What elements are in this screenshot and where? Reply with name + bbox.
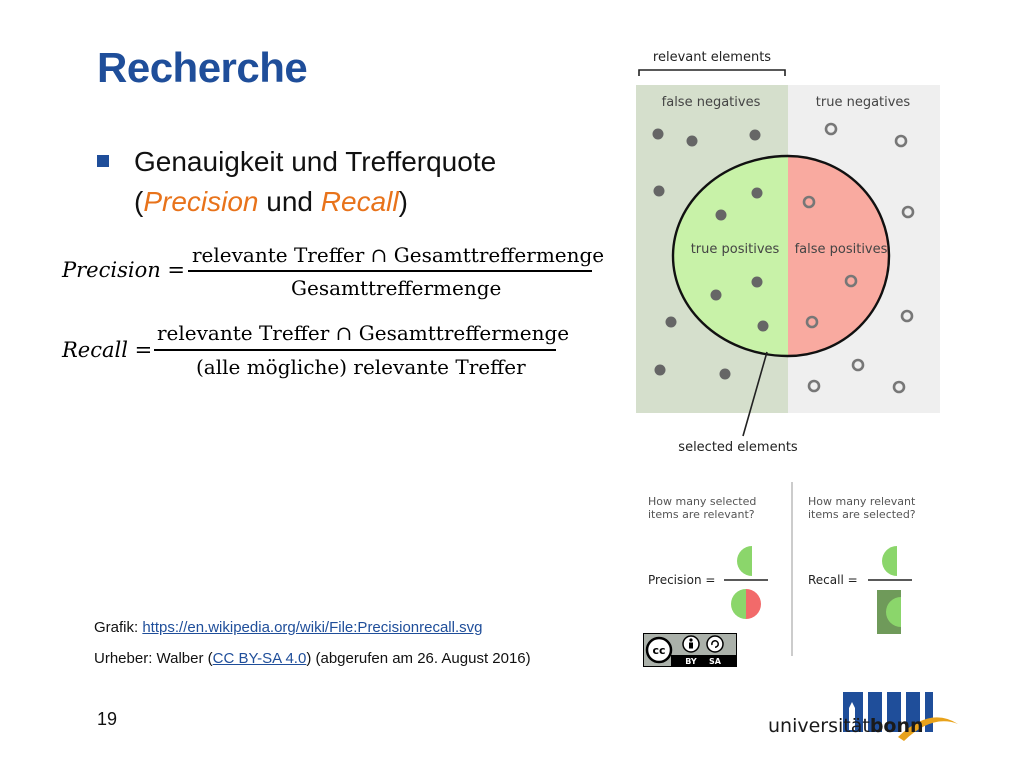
precision-recall-diagram	[630, 45, 950, 505]
precision-lhs: Precision =	[62, 258, 186, 282]
precision-equation-label: Precision =	[648, 573, 716, 587]
false-negatives-label: false negatives	[661, 95, 761, 110]
question-precision-line-1: How many selected	[648, 495, 757, 508]
dot-tp	[752, 277, 763, 288]
page-number: 19	[97, 709, 118, 729]
dot-fn	[653, 129, 664, 140]
sa-icon	[707, 636, 723, 652]
recall-lhs: Recall =	[62, 338, 153, 362]
relevant-elements-label: relevant elements	[652, 50, 772, 65]
dot-tp	[752, 188, 763, 199]
bullet-text	[134, 142, 496, 222]
recall-denominator: (alle mögliche) relevante Treffer	[196, 355, 526, 379]
bullet-square	[97, 155, 109, 167]
relevant-bracket	[639, 70, 785, 76]
true-negatives-label: true negatives	[815, 95, 911, 110]
precision-denominator-right	[746, 589, 761, 619]
paren-open: (	[134, 186, 144, 217]
dot-tp	[758, 321, 769, 332]
recall-equation-label: Recall =	[808, 573, 858, 587]
selected-elements-label: selected elements	[678, 440, 798, 455]
logo-text-regular: universität	[768, 715, 870, 737]
cc-by-sa-badge[interactable]	[643, 633, 737, 667]
logo-text-bold: bonn	[869, 715, 924, 737]
credit-graphic	[94, 619, 482, 636]
und-word: und	[258, 186, 321, 217]
by-label: BY	[685, 657, 697, 666]
by-icon-head	[689, 638, 692, 641]
precision-numerator: relevante Treffer ∩ Gesamttreffermenge	[192, 243, 605, 267]
false-positives-label: false positives	[794, 242, 888, 257]
credit-author-suffix: ) (abgerufen am 26. August 2016)	[306, 650, 531, 667]
logo-wordmark	[768, 715, 924, 737]
precision-formula	[62, 240, 605, 310]
graphic-source-link[interactable]: https://en.wikipedia.org/wiki/File:Precisionrecall.svg	[142, 619, 483, 636]
emblem-bar	[925, 692, 933, 732]
bullet-line-2	[134, 182, 496, 222]
dot-fn	[655, 365, 666, 376]
slide-title: Recherche	[97, 44, 308, 91]
dot-fn	[687, 136, 698, 147]
credit-graphic-label: Grafik:	[94, 619, 143, 636]
paren-close: )	[398, 186, 408, 217]
bullet-line-1: Genauigkeit und Trefferquote	[134, 146, 497, 177]
recall-fraction-bar	[154, 349, 556, 351]
question-recall-line-2: items are selected?	[808, 508, 916, 521]
recall-numerator-half	[882, 546, 897, 576]
dot-fn	[654, 186, 665, 197]
precision-word: Precision	[143, 186, 259, 217]
recall-formula	[62, 318, 602, 388]
recall-numerator: relevante Treffer ∩ Gesamttreffermenge	[157, 321, 570, 345]
question-precision-line-2: items are relevant?	[648, 508, 755, 521]
license-link[interactable]: CC BY-SA 4.0	[212, 650, 307, 667]
dot-fn	[666, 317, 677, 328]
dot-fn	[720, 369, 731, 380]
dot-fn	[750, 130, 761, 141]
precision-denominator-left	[731, 589, 746, 619]
credit-author	[94, 650, 531, 667]
sa-label: SA	[709, 657, 721, 666]
cc-icon-text: cc	[652, 644, 666, 657]
dot-tp	[711, 290, 722, 301]
precision-numerator-half	[737, 546, 752, 576]
true-positives-label: true positives	[690, 242, 780, 257]
recall-word: Recall	[320, 186, 399, 217]
university-logo	[766, 688, 966, 748]
credit-author-label: Urheber: Walber (	[94, 650, 213, 667]
precision-denominator: Gesamttreffermenge	[291, 276, 502, 300]
question-recall-line-1: How many relevant	[808, 495, 916, 508]
badge-lower-band	[671, 655, 736, 666]
precision-fraction-bar	[188, 270, 592, 272]
by-icon-body	[689, 643, 693, 649]
dot-tp	[716, 210, 727, 221]
